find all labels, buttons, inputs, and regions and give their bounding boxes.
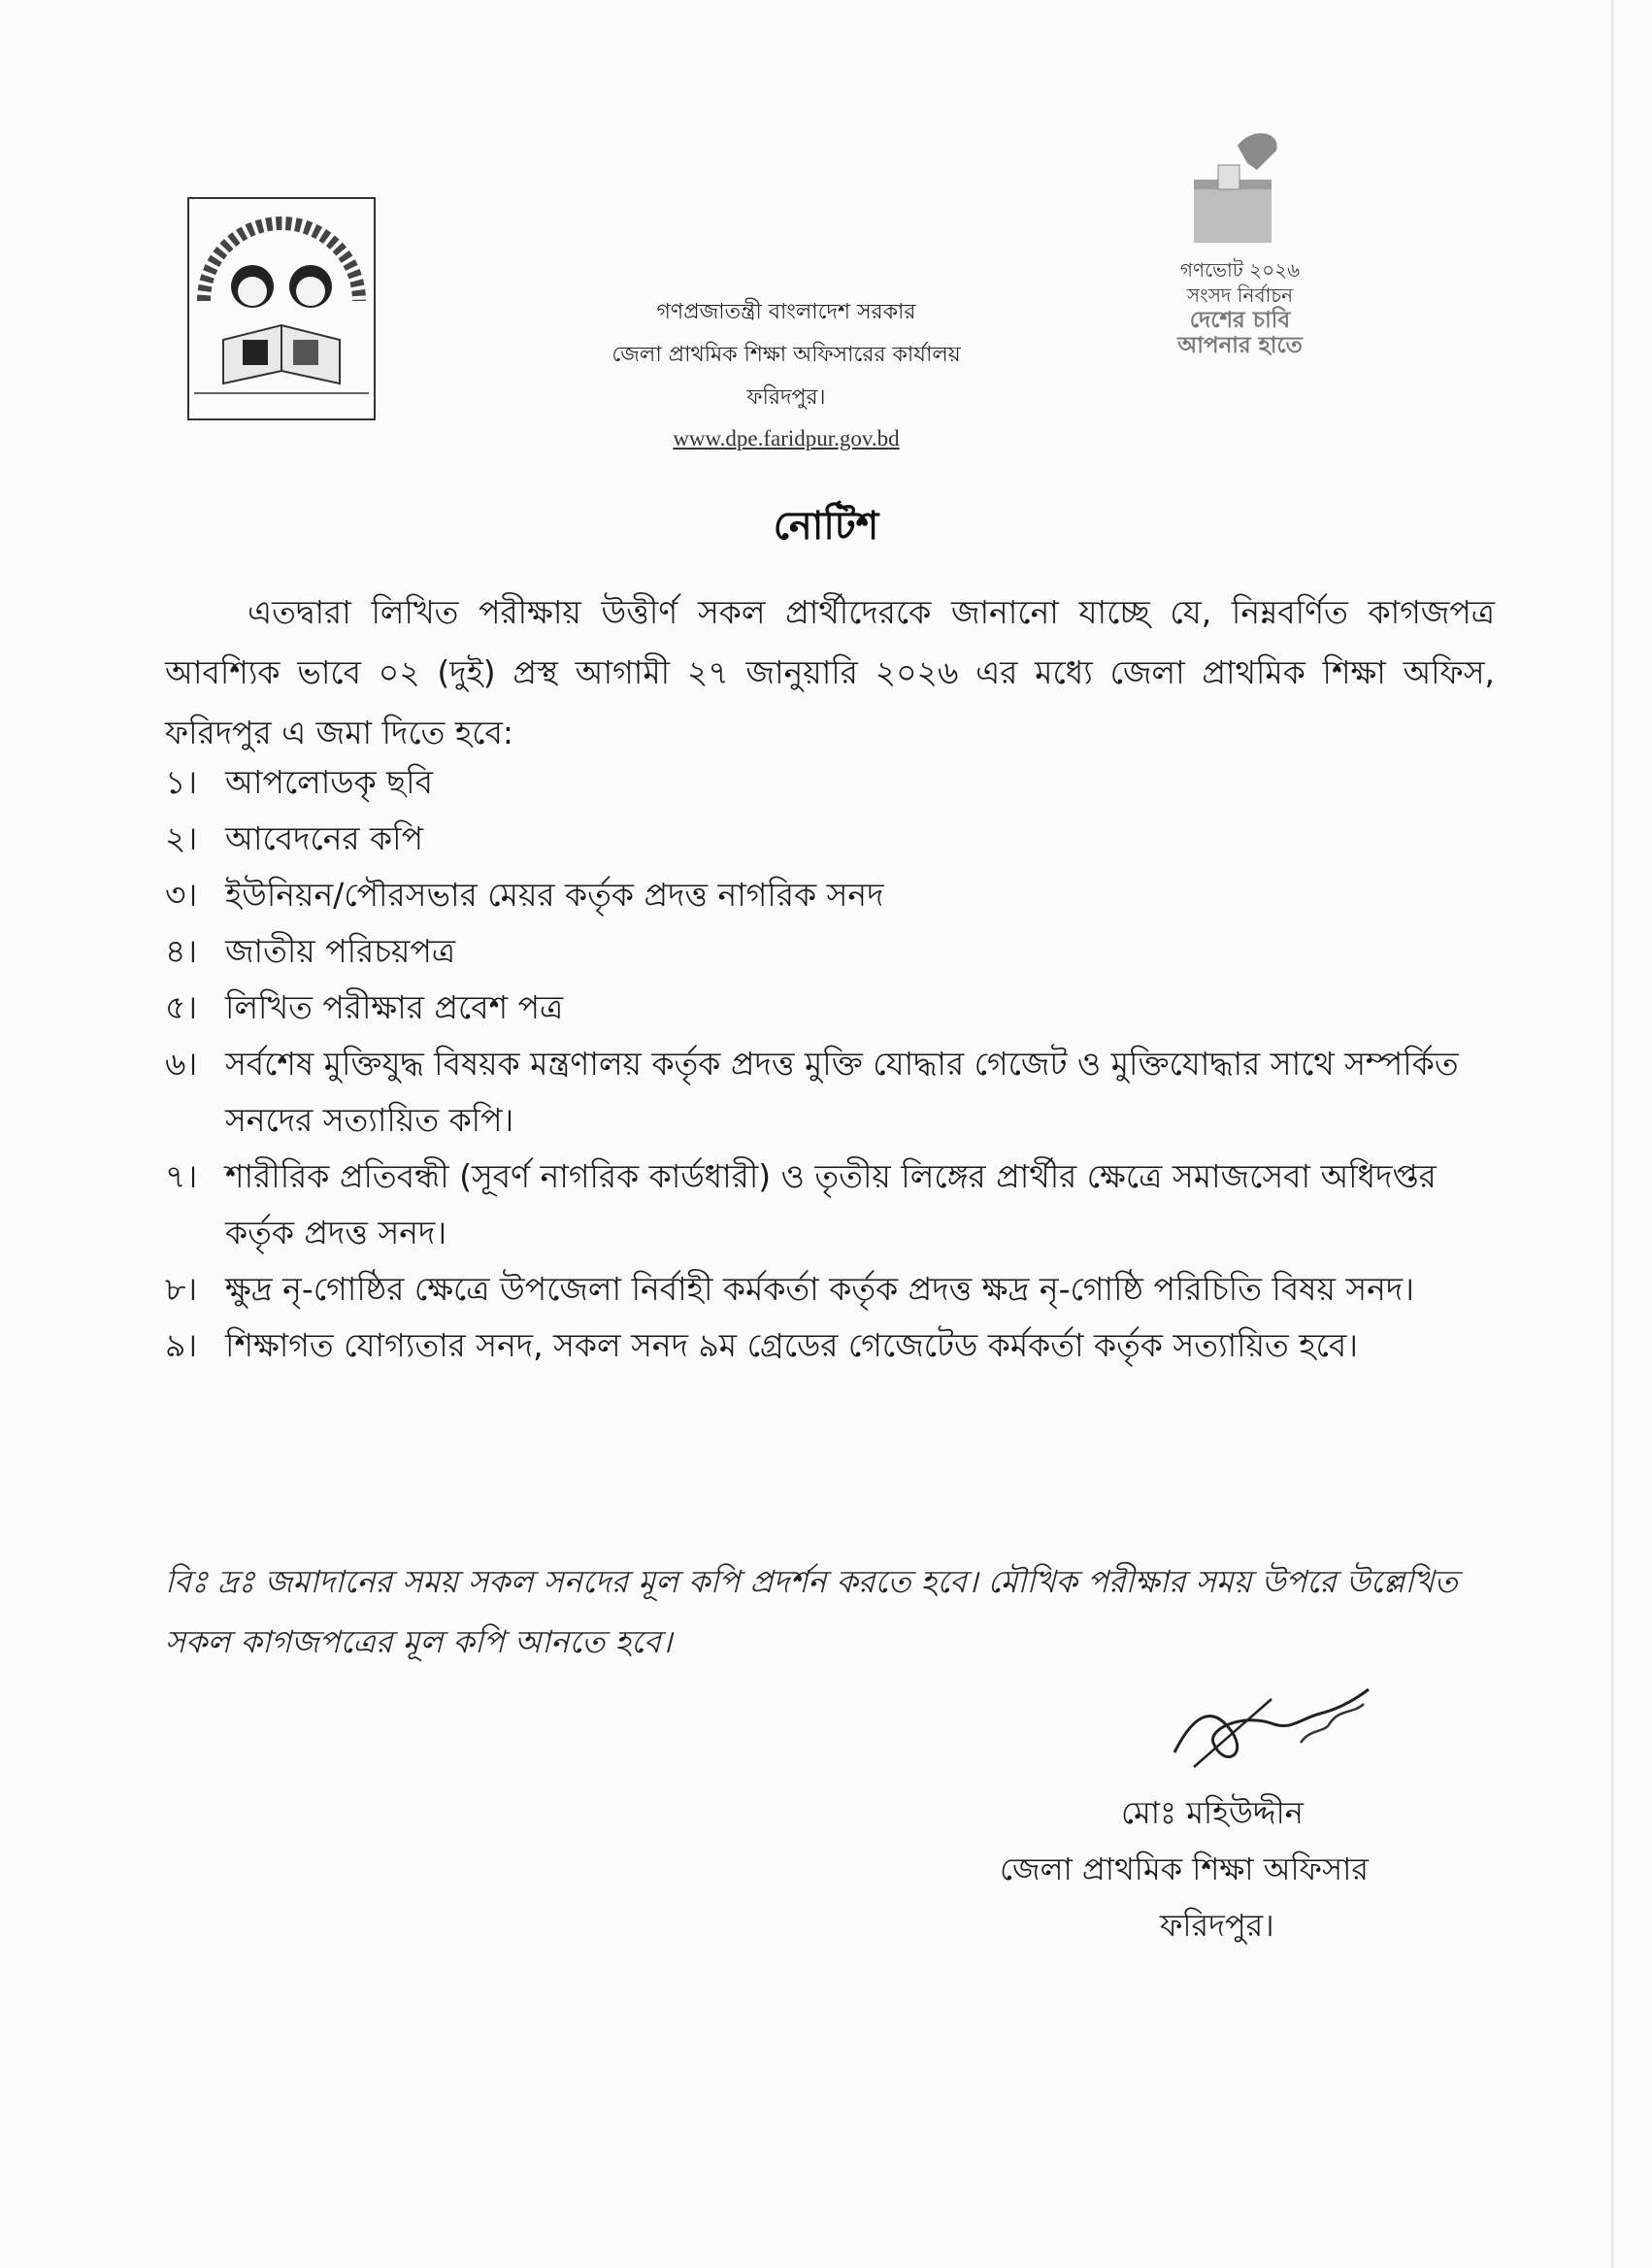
list-item: [165, 754, 1504, 811]
item-number: ৯।: [165, 1326, 198, 1364]
list-item: [165, 1261, 1504, 1317]
list-item: [165, 1149, 1504, 1261]
required-documents-list: [165, 754, 1504, 1374]
item-text: আবেদনের কপি: [225, 819, 423, 857]
office-name: জেলা প্রাথমিক শিক্ষা অফিসারের কার্যালয়: [611, 343, 961, 367]
signatory-block: [1000, 1784, 1504, 1953]
item-text: শারীরিক প্রতিবন্ধী (সূবর্ণ নাগরিক কার্ডধারী) ও তৃতীয় লিঙ্গের প্রার্থীর ক্ষেত্রে সমাজসেবা অধিদপ্তর কর্তৃক প্রদত্ত সনদ।: [225, 1157, 1437, 1251]
list-item: [165, 811, 1504, 867]
item-text: জাতীয় পরিচয়পত্র: [225, 932, 456, 970]
signature: [1155, 1675, 1388, 1782]
govt-name: গণপ্রজাতন্ত্রী বাংলাদেশ সরকার: [656, 300, 916, 324]
signatory-place: ফরিদপুর।: [1160, 1907, 1274, 1944]
item-number: ২।: [165, 819, 198, 857]
election-line-1: গণভোট ২০২৬: [1179, 258, 1301, 282]
signatory-name: মোঃ মহিউদ্দীন: [1121, 1794, 1304, 1831]
item-number: ৭।: [165, 1157, 198, 1195]
signature-scribble-icon: [1155, 1675, 1388, 1782]
item-text: ইউনিয়ন/পৌরসভার মেয়র কর্তৃক প্রদত্ত নাগরিক সনদ: [225, 876, 884, 914]
election-line-2: সংসদ নির্বাচন: [1186, 284, 1294, 307]
item-number: ৫।: [165, 988, 198, 1026]
notice-intro: [165, 583, 1495, 763]
dpe-logo: [184, 194, 379, 427]
item-number: ৬।: [165, 1045, 198, 1083]
list-item: [165, 1036, 1504, 1149]
ballot-box-icon: [1160, 126, 1320, 252]
item-text: লিখিত পরীক্ষার প্রবেশ পত্র: [225, 988, 564, 1026]
signatory-designation: জেলা প্রাথমিক শিক্ষা অফিসার: [1000, 1851, 1370, 1887]
letterhead: [534, 291, 1039, 458]
item-number: ৮।: [165, 1270, 198, 1308]
office-location: ফরিদপুর।: [746, 385, 826, 410]
election-slogan-2: আপনার হাতে: [1177, 333, 1303, 358]
item-text: সর্বশেষ মুক্তিযুদ্ধ বিষয়ক মন্ত্রণালয় কর্তৃক প্রদত্ত মুক্তি যোদ্ধার গেজেট ও মুক্তিযোদ্ধার সাথে সম্পর্কিত সনদের সত্যায়িত কপি।: [225, 1045, 1459, 1139]
election-logo: [1160, 126, 1320, 388]
page-title: নোটিশ: [773, 504, 879, 549]
list-item: [165, 980, 1504, 1036]
list-item: [165, 867, 1504, 923]
list-item: [165, 923, 1504, 980]
item-text: শিক্ষাগত যোগ্যতার সনদ, সকল সনদ ৯ম গ্রেডের গেজেটেড কর্মকর্তা কর্তৃক সত্যায়িত হবে।: [225, 1326, 1359, 1364]
item-text: ক্ষুদ্র নৃ-গোষ্ঠির ক্ষেত্রে উপজেলা নির্বাহী কর্মকর্তা কর্তৃক প্রদত্ত ক্ষদ্র নৃ-গোষ্ঠি পরিচিতি বিষয় সনদ।: [225, 1270, 1415, 1308]
footnote: বিঃ দ্রঃ জমাদানের সময় সকল সনদের মূল কপি প্রদর্শন করতে হবে। মৌখিক পরীক্ষার সময় উপরে উল্লেখিত সকল কাগজপত্রের মূল কপি আনতে হবে।: [165, 1563, 1458, 1660]
election-slogan-1: দেশের চাবি: [1189, 308, 1291, 333]
item-number: ৪।: [165, 932, 198, 970]
intro-text: এতদ্বারা লিখিত পরীক্ষায় উত্তীর্ণ সকল প্রার্থীদেরকে জানানো যাচ্ছে যে, নিম্নবর্ণিত কাগজপত্র আবশ্যিক ভাবে ০২ (দুই) প্রস্থ আগামী ২৭ জানুয়ারি ২০২৬ এর মধ্যে জেলা প্রাথমিক শিক্ষা অফিস, ফরিদপুর এ জমা দিতে হবে:: [165, 593, 1495, 751]
list-item: [165, 1317, 1504, 1374]
item-text: আপলোডকৃ ছবি: [225, 763, 433, 801]
item-number: ৩।: [165, 876, 198, 914]
dpe-logo-icon: [184, 194, 379, 427]
website-link[interactable]: www.dpe.faridpur.gov.bd: [673, 426, 900, 450]
item-number: ১।: [165, 763, 198, 801]
